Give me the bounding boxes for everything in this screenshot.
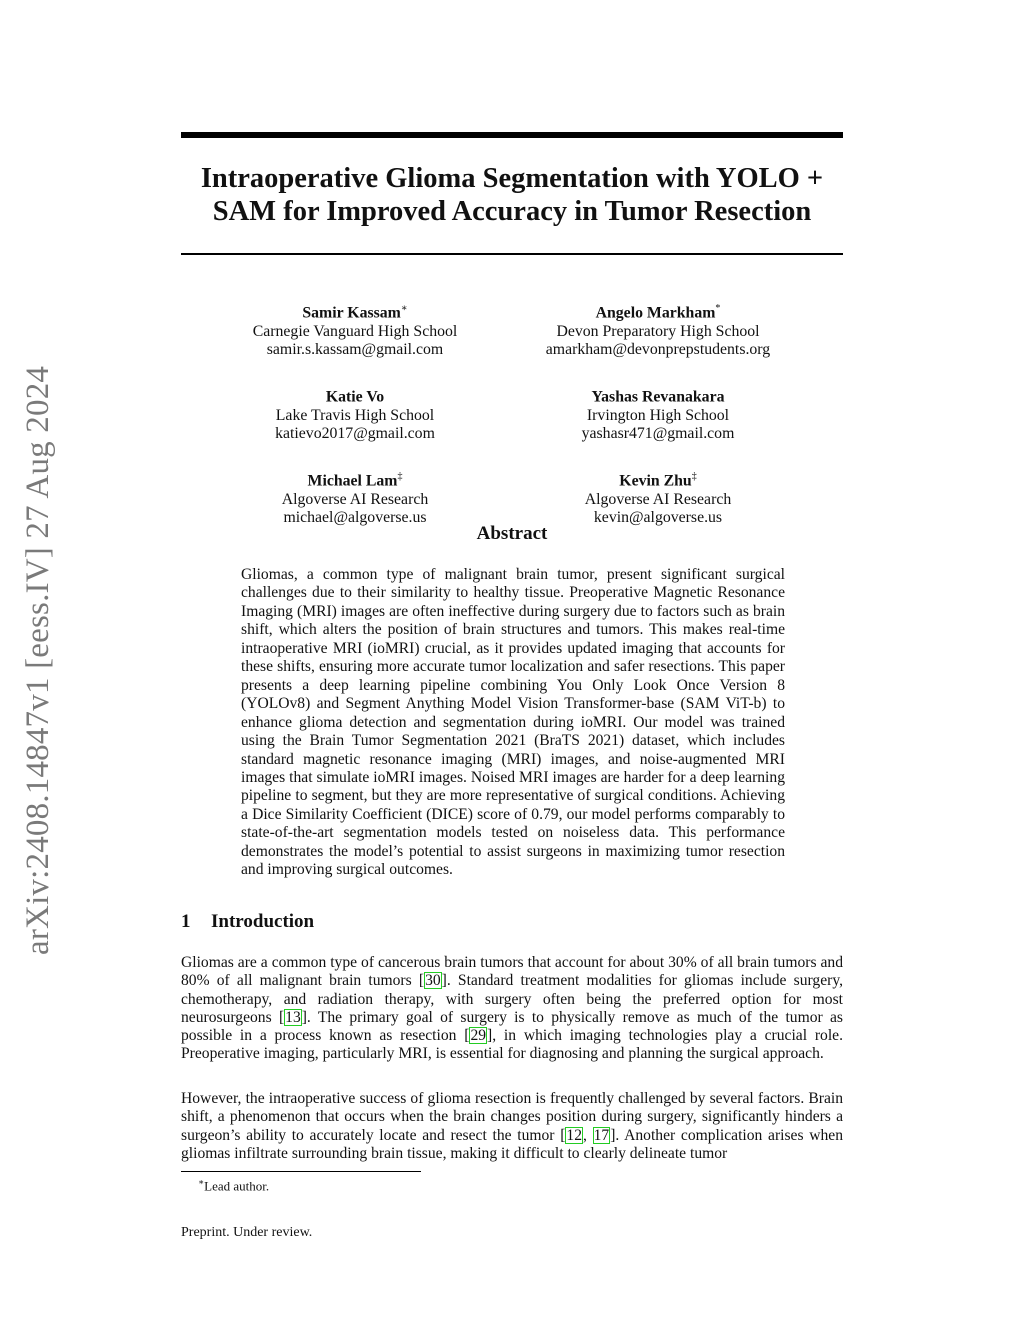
footnote-mark: ∗ xyxy=(198,1177,205,1187)
intro-paragraph-2 xyxy=(181,1090,843,1163)
text-run: ]. Another complication arises when gliomas infiltrate surrounding brain tissue, making it difficult to clearly delineate tumor xyxy=(181,1126,843,1162)
author-name: Michael Lam xyxy=(307,472,398,490)
author-affiliation: Irvington High School xyxy=(586,406,730,424)
author-email: katievo2017@gmail.com xyxy=(275,425,435,443)
citation-link[interactable]: 29 xyxy=(470,1027,487,1045)
section-title: Introduction xyxy=(211,911,315,932)
author-email: samir.s.kassam@gmail.com xyxy=(266,341,444,359)
author-name: Angelo Markham xyxy=(595,304,716,322)
abstract-text: Gliomas, a common type of malignant brain tumor, present significant surgical challenges due to their similarity to healthy tissue. Preoperative Magnetic Resonance Imaging (MRI) images are often ineffective during surgery due to factors such as brain shift, which alters the position of brain structures and tumors. This makes real-time intraoperative MRI (ioMRI) crucial, as it provides updated imaging that accounts for these shifts, ensuring more accurate tumor localization and safer resections. This paper presents a deep learning pipeline combining You Only Look Once Version 8 (YOLOv8) and Segment Anything Model Vision Transformer-base (SAM ViT-b) to enhance glioma detection and segmentation during ioMRI. Our model was trained using the Brain Tumor Segmentation 2021 (BraTS 2021) dataset, which includes standard magnetic resonance imaging (MRI) images, and noise-augmented MRI images that simulate ioMRI images. Noised MRI images are harder for a deep learning pipeline to segment, but they are more representative of surgical conditions. Achieving a Dice Similarity Coefficient (DICE) score of 0.79, our model performs comparably to state-of-the-art segmentation models tested on noiseless data. This performance demonstrates the model’s potential to assist surgeons in maximizing tumor resection and improving surgical outcomes. xyxy=(241,566,785,879)
text-run: Gliomas are a common type of cancerous brain tumors that account for about 30% of all brain tumors and 80% of all malignant brain tumors [ xyxy=(181,954,843,990)
title-line-1: Intraoperative Glioma Segmentation with YOLO + xyxy=(200,163,824,194)
author-email: yashasr471@gmail.com xyxy=(581,425,735,443)
author-name: Katie Vo xyxy=(325,388,385,406)
author-block xyxy=(190,384,520,444)
title-line-2: SAM for Improved Accuracy in Tumor Resection xyxy=(212,196,812,227)
author-affiliation: Carnegie Vanguard High School xyxy=(252,322,458,340)
author-email: michael@algoverse.us xyxy=(283,509,427,527)
footnote-text: Lead author. xyxy=(204,1178,270,1194)
author-mark: ‡ xyxy=(691,471,697,482)
text-run: ]. Standard treatment modalities for gliomas include surgery, chemotherapy, and radiation therapy, with surgery often being the preferred option for most neurosurgeons [ xyxy=(181,972,843,1026)
text-run: ]. The primary goal of surgery is to physically remove as much of the tumor as possible in a process known as resection [ xyxy=(181,1008,843,1045)
arxiv-identifier: arXiv:2408.14847v1 [eess.IV] 27 Aug 2024 xyxy=(20,365,56,955)
footnote-rule xyxy=(181,1171,421,1172)
author-mark: ‡ xyxy=(397,471,403,482)
author-name: Kevin Zhu xyxy=(619,472,692,490)
footnote xyxy=(198,1177,269,1194)
author-mark: * xyxy=(715,303,721,314)
author-block xyxy=(493,300,823,360)
section-heading xyxy=(181,911,314,933)
author-email: amarkham@devonprepstudents.org xyxy=(545,341,771,359)
author-block xyxy=(190,300,520,360)
author-affiliation: Devon Preparatory High School xyxy=(556,322,760,340)
author-email: kevin@algoverse.us xyxy=(593,509,723,527)
section-number: 1 xyxy=(181,911,191,932)
text-run: However, the intraoperative success of glioma resection is frequently challenged by several factors. Brain shift, a phenomenon that occurs when the brain changes position during surgery, significantly hinders a surgeon’s ability to accurately locate and resect the tumor [ xyxy=(181,1090,843,1144)
citation-link[interactable]: 13 xyxy=(285,1008,301,1026)
author-mark: ∗ xyxy=(400,303,408,314)
author-block xyxy=(190,468,520,528)
author-name: Yashas Revanakara xyxy=(591,388,725,406)
author-affiliation: Algoverse AI Research xyxy=(584,490,732,508)
text-run: ], in which imaging technologies play a crucial role. Preoperative imaging, particularly MRI, is essential for diagnosing and planning the surgical approach. xyxy=(181,1027,843,1063)
citation-link[interactable]: 17 xyxy=(593,1126,610,1144)
preprint-note: Preprint. Under review. xyxy=(181,1225,313,1240)
abstract-heading: Abstract xyxy=(476,523,548,544)
author-affiliation: Lake Travis High School xyxy=(275,406,435,424)
paper-title xyxy=(181,162,843,228)
intro-paragraph-1 xyxy=(181,954,843,1064)
title-bottom-rule xyxy=(181,253,843,255)
author-block xyxy=(493,468,823,528)
text-run: , xyxy=(582,1126,593,1144)
citation-link[interactable]: 12 xyxy=(566,1126,582,1144)
citation-link[interactable]: 30 xyxy=(425,972,441,990)
author-name: Samir Kassam xyxy=(302,304,401,322)
author-block xyxy=(493,384,823,444)
author-affiliation: Algoverse AI Research xyxy=(281,490,429,508)
title-top-rule xyxy=(181,132,843,138)
